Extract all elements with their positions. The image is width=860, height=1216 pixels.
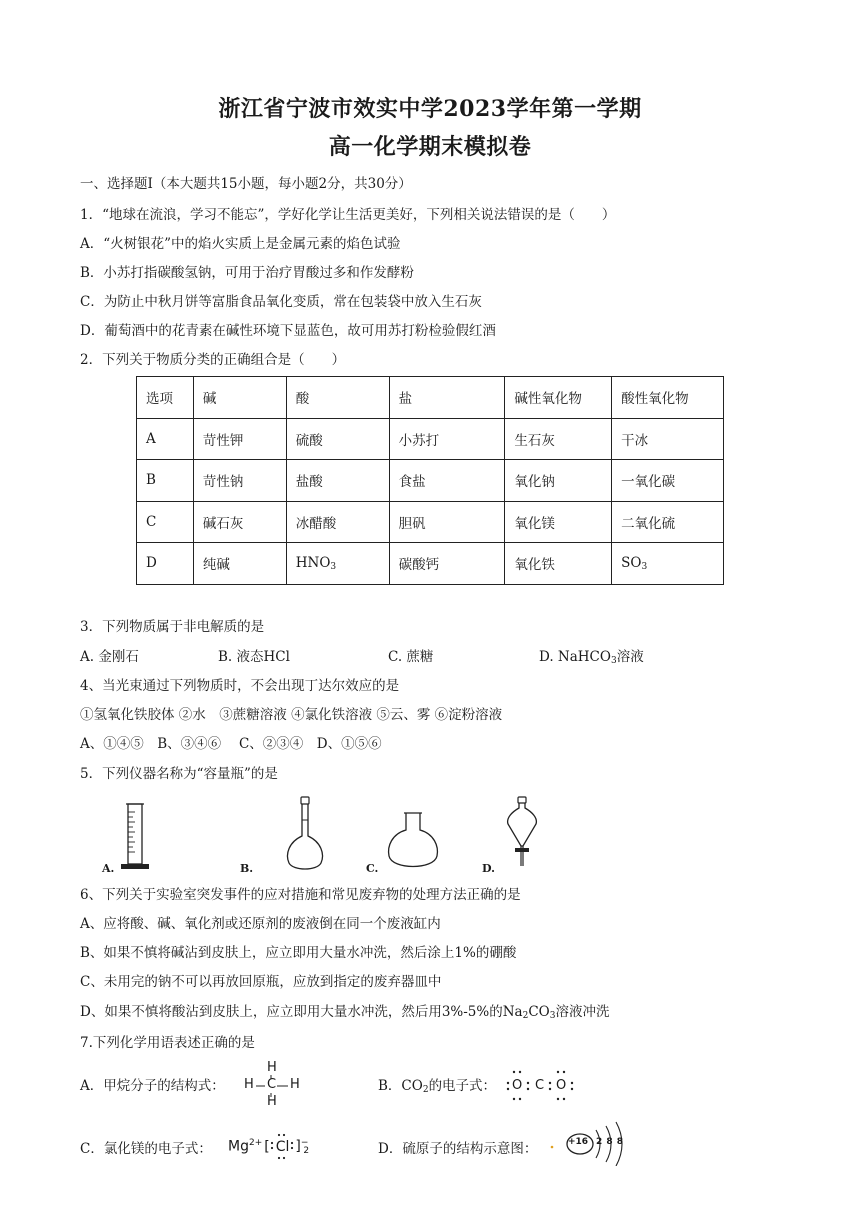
q3-option-a: A. 金刚石 bbox=[80, 649, 139, 665]
round-bottom-flask-icon bbox=[386, 812, 440, 874]
table-cell: 食盐 bbox=[389, 460, 505, 502]
q4-stem: 4、当光束通过下列物质时，不会出现丁达尔效应的是 bbox=[80, 678, 400, 694]
table-cell: 二氧化硫 bbox=[612, 501, 724, 543]
q6-option-a: A、应将酸、碱、氧化剂或还原剂的废液倒在同一个废液缸内 bbox=[80, 916, 441, 932]
q6-stem: 6、下列关于实验室突发事件的应对措施和常见废弃物的处理方法正确的是 bbox=[80, 887, 521, 903]
table-cell: 纯碱 bbox=[193, 543, 286, 585]
cl-charge: − bbox=[300, 1138, 309, 1148]
q7-b-subscript: 2 bbox=[422, 1085, 429, 1095]
q3-option-b: B. 液态HCl bbox=[218, 649, 290, 665]
q3-d-text: D. NaHCO bbox=[539, 649, 611, 665]
page-subtitle: 高一化学期末模拟卷 bbox=[328, 134, 532, 160]
q7-option-d: D．硫原子的结构示意图： bbox=[378, 1141, 538, 1157]
bond-lines bbox=[244, 1060, 304, 1112]
table-row bbox=[137, 501, 724, 543]
volumetric-flask-icon bbox=[283, 796, 327, 874]
table-header-cell: 酸性氧化物 bbox=[612, 377, 724, 419]
q5-stem: 5．下列仪器名称为“容量瓶”的是 bbox=[80, 766, 278, 782]
q6-option-d bbox=[80, 1003, 609, 1025]
table-cell: 硫酸 bbox=[286, 418, 389, 460]
atom-h: H bbox=[244, 1077, 254, 1092]
q6-option-c: C、未用完的钠不可以再放回原瓶，应放到指定的废弃器皿中 bbox=[80, 974, 442, 990]
chlorine-dots bbox=[270, 1133, 300, 1163]
hno3-subscript: 3 bbox=[330, 561, 337, 572]
table-cell: 小苏打 bbox=[389, 418, 505, 460]
table-row bbox=[137, 543, 724, 585]
table-header-cell: 选项 bbox=[137, 377, 194, 419]
table-header-row bbox=[137, 377, 724, 419]
table-cell: D bbox=[137, 543, 194, 585]
q7-option-b bbox=[378, 1077, 496, 1099]
separatory-funnel-icon bbox=[502, 796, 542, 868]
classification-table bbox=[136, 376, 724, 585]
q6-option-b: B、如果不慎将碱沾到皮肤上，应立即用大量水冲洗，然后涂上1%的硼酸 bbox=[80, 945, 517, 961]
q4-items: ①氢氧化铁胶体 ②水 ③蔗糖溶液 ④氯化铁溶液 ⑤云、雾 ⑥淀粉溶液 bbox=[80, 707, 503, 723]
table-cell: A bbox=[137, 418, 194, 460]
q6-d-sub1: 2 bbox=[522, 1011, 529, 1021]
table-cell bbox=[286, 543, 389, 585]
atom-o: O bbox=[512, 1078, 523, 1093]
table-cell: 生石灰 bbox=[505, 418, 612, 460]
mg-charge: 2+ bbox=[248, 1138, 263, 1148]
q3-option-c: C. 蔗糖 bbox=[388, 649, 434, 665]
apparatus-label-d: D. bbox=[482, 862, 495, 875]
table-header-cell: 盐 bbox=[389, 377, 505, 419]
table-cell: 苛性钾 bbox=[193, 418, 286, 460]
table-row bbox=[137, 418, 724, 460]
table-cell: 干冰 bbox=[612, 418, 724, 460]
table-header-cell: 酸 bbox=[286, 377, 389, 419]
q7-stem: 7.下列化学用语表述正确的是 bbox=[80, 1035, 255, 1051]
q7-b-text: B．CO bbox=[378, 1078, 423, 1094]
q1-option-b: B．小苏打指碳酸氢钠，可用于治疗胃酸过多和作发酵粉 bbox=[80, 265, 414, 281]
table-cell: 碱石灰 bbox=[193, 501, 286, 543]
table-cell: C bbox=[137, 501, 194, 543]
q7-b-suffix: 的电子式： bbox=[428, 1078, 497, 1094]
q3-option-d bbox=[539, 648, 644, 670]
cl-count: 2 bbox=[303, 1145, 310, 1156]
so3-formula: SO bbox=[621, 554, 642, 571]
table-cell: 氧化钠 bbox=[505, 460, 612, 502]
table-cell: 碳酸钙 bbox=[389, 543, 505, 585]
section-heading: 一、选择题Ⅰ（本大题共15小题，每小题2分，共30分） bbox=[80, 176, 412, 192]
atom-c: C bbox=[267, 1077, 277, 1092]
q6-d-sub2: 3 bbox=[549, 1011, 556, 1021]
table-cell: 冰醋酸 bbox=[286, 501, 389, 543]
q1-option-a: A．“火树银花”中的焰火实质上是金属元素的焰色试验 bbox=[80, 236, 401, 252]
q4-options: A、①④⑤ B、③④⑥ C、②③④ D、①⑤⑥ bbox=[80, 736, 382, 752]
atom-c: C bbox=[535, 1078, 545, 1093]
hno3-formula: HNO bbox=[295, 554, 331, 571]
q2-stem: 2．下列关于物质分类的正确组合是（ ） bbox=[80, 352, 346, 368]
table-cell: B bbox=[137, 460, 194, 502]
apparatus-label-c: C. bbox=[366, 862, 379, 875]
sulfur-shell-electrons: 2 8 8 bbox=[596, 1137, 624, 1147]
q3-d-suffix: 溶液 bbox=[616, 649, 644, 665]
q6-d-mid: CO bbox=[528, 1004, 550, 1020]
q7-option-a: A．甲烷分子的结构式： bbox=[80, 1078, 225, 1094]
q6-d-text: D、如果不慎将酸沾到皮肤上，应立即用大量水冲洗，然后用3%-5%的Na bbox=[80, 1004, 523, 1020]
atom-mg: Mg bbox=[228, 1138, 249, 1155]
q1-option-c: C．为防止中秋月饼等富脂食品氧化变质，常在包装袋中放入生石灰 bbox=[80, 294, 482, 310]
graduated-cylinder-icon bbox=[118, 802, 152, 872]
mgcl2-electron-formula: $Mg^{2+}$ [ Cl ]$^-_2$ bbox=[228, 1138, 309, 1156]
table-cell: 一氧化碳 bbox=[612, 460, 724, 502]
q1-option-d: D．葡萄酒中的花青素在碱性环境下显蓝色，故可用苏打粉检验假红酒 bbox=[80, 323, 496, 339]
so3-subscript: 3 bbox=[641, 561, 648, 572]
page-title: 浙江省宁波市效实中学2023学年第一学期 bbox=[218, 96, 642, 122]
electron-dots bbox=[506, 1068, 578, 1104]
table-cell: 盐酸 bbox=[286, 460, 389, 502]
table-row bbox=[137, 460, 724, 502]
table-cell: 氧化铁 bbox=[505, 543, 612, 585]
table-cell: 胆矾 bbox=[389, 501, 505, 543]
table-cell: 苛性钠 bbox=[193, 460, 286, 502]
atom-o: O bbox=[556, 1078, 567, 1093]
table-header-cell: 碱 bbox=[193, 377, 286, 419]
atom-h: H bbox=[267, 1060, 277, 1075]
q1-stem: 1．“地球在流浪，学习不能忘”，学好化学让生活更美好，下列相关说法错误的是（ ） bbox=[80, 207, 616, 223]
atom-h: H bbox=[267, 1094, 277, 1109]
sulfur-nucleus-label: +16 bbox=[568, 1137, 589, 1147]
table-header-cell: 碱性氧化物 bbox=[505, 377, 612, 419]
table-cell bbox=[612, 543, 724, 585]
q6-d-suffix: 溶液冲洗 bbox=[555, 1004, 610, 1020]
q3-d-subscript: 3 bbox=[610, 656, 617, 666]
q7-option-c: C．氯化镁的电子式： bbox=[80, 1141, 212, 1157]
q3-stem: 3．下列物质属于非电解质的是 bbox=[80, 619, 265, 635]
atom-h: H bbox=[290, 1077, 300, 1092]
apparatus-label-a: A. bbox=[102, 862, 115, 875]
table-cell: 氧化镁 bbox=[505, 501, 612, 543]
apparatus-label-b: B. bbox=[240, 862, 254, 875]
atom-cl: Cl bbox=[275, 1138, 290, 1155]
